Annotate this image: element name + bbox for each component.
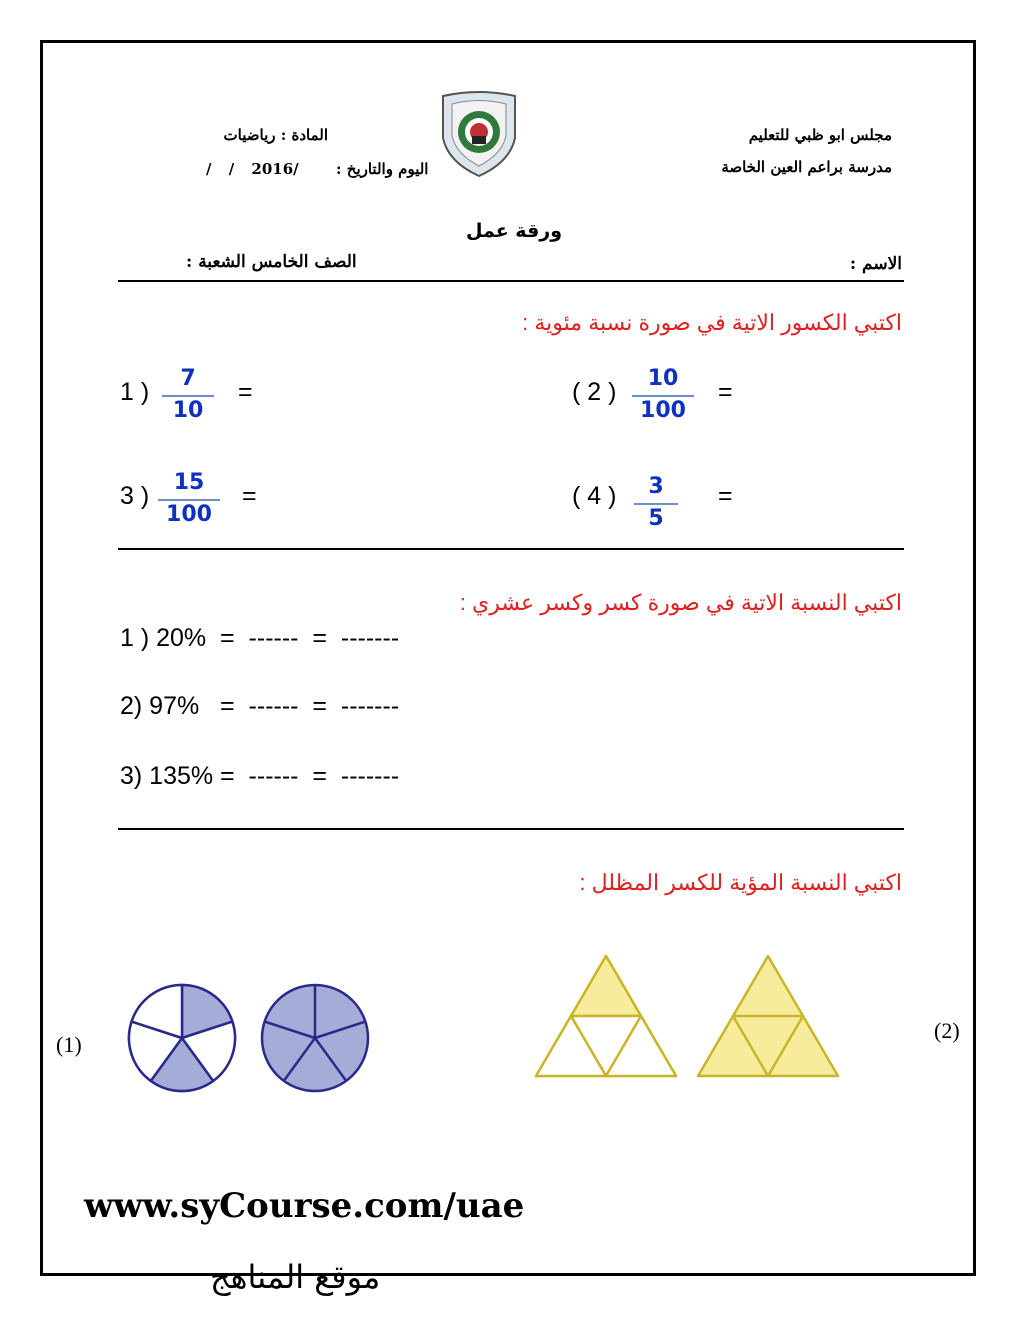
item2-fraction: [632, 366, 694, 424]
divider-3: [118, 828, 904, 830]
date-value: / / 2016/: [206, 160, 299, 178]
item4-denominator: 5: [648, 506, 664, 531]
council-name: مجلس ابو ظبي للتعليم: [748, 126, 892, 144]
school-crest-icon: [438, 88, 520, 184]
subject-label: المادة : رياضيات: [223, 126, 328, 144]
item4-fraction: [634, 474, 678, 532]
circle-partial: [129, 985, 235, 1091]
fraction-bar: [634, 503, 678, 505]
item3-equals: =: [242, 482, 257, 510]
item4-label: ( 4 ): [572, 482, 617, 510]
school-name: مدرسة براعم العين الخاصة: [721, 158, 892, 176]
item3-denominator: 100: [166, 502, 212, 527]
item2-equals: =: [718, 378, 733, 406]
fraction-bar: [162, 395, 214, 397]
divider-1: [118, 280, 904, 282]
item1-denominator: 10: [172, 398, 204, 423]
footer-site-name: موقع المناهج: [210, 1258, 381, 1296]
figure1-label: (1): [56, 1032, 82, 1057]
figure2-label: (2): [934, 1018, 960, 1043]
footer-url[interactable]: www.syCourse.com/uae: [84, 1186, 525, 1226]
section1-instruction: اكتبي الكسور الاتية في صورة نسبة مئوية :: [522, 310, 902, 335]
class-label: الصف الخامس الشعبة :: [186, 252, 357, 272]
item1-numerator: 7: [180, 366, 196, 391]
item4-equals: =: [718, 482, 733, 510]
percent-item-2: 2) 97% = ------ = -------: [120, 692, 400, 720]
section3-instruction: اكتبي النسبة المؤية للكسر المظلل :: [579, 870, 902, 895]
item3-fraction: [158, 470, 220, 528]
item3-label: 3 ): [120, 482, 150, 510]
date-label: اليوم والتاريخ :: [336, 160, 429, 178]
item1-equals: =: [238, 378, 253, 406]
triangle-full: [698, 956, 838, 1076]
fraction-bar: [158, 499, 220, 501]
item1-fraction: [162, 366, 214, 424]
name-label: الاسم :: [849, 254, 902, 274]
divider-2: [118, 548, 904, 550]
circle-full: [262, 985, 368, 1091]
item2-denominator: 100: [640, 398, 686, 423]
item1-label: 1 ): [120, 378, 150, 406]
page-title: ورقة عمل: [466, 220, 563, 242]
section2-instruction: اكتبي النسبة الاتية في صورة كسر وكسر عشري :: [459, 590, 902, 615]
percent-item-3: 3) 135% = ------ = -------: [120, 762, 400, 790]
item3-numerator: 15: [173, 470, 205, 495]
figure2-triangles: [530, 950, 850, 1082]
item2-numerator: 10: [647, 366, 679, 391]
triangle-partial: [536, 956, 676, 1076]
item4-numerator: 3: [648, 474, 664, 499]
percent-item-1: 1 ) 20% = ------ = -------: [120, 624, 400, 652]
figure1-circles: [120, 980, 400, 1100]
item2-label: ( 2 ): [572, 378, 617, 406]
fraction-bar: [632, 395, 694, 397]
